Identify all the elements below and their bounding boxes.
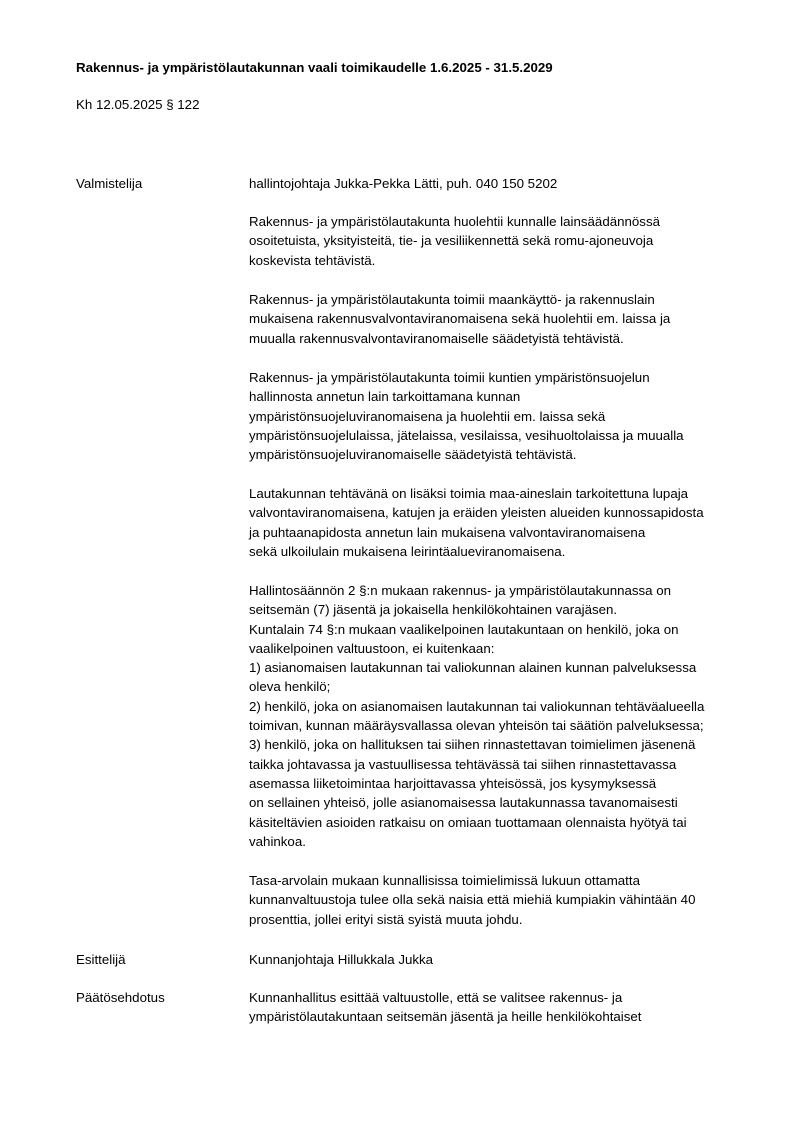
document-title: Rakennus- ja ympäristölautakunnan vaali toimikaudelle 1.6.2025 - 31.5.2029 bbox=[76, 60, 553, 75]
paragraph-2 bbox=[249, 290, 670, 348]
paragraph-line: prosenttia, jollei erityi sistä syistä muuta johdu. bbox=[249, 911, 523, 927]
paragraph-1 bbox=[249, 212, 660, 270]
label-valmistelija: Valmistelija bbox=[76, 176, 143, 191]
label-esittelija: Esittelijä bbox=[76, 952, 126, 967]
paragraph-line: valvontaviranomaisena, katujen ja eräiden yleisten alueiden kunnossapidosta bbox=[249, 505, 704, 521]
paragraph-line: käsiteltävien asioiden ratkaisu on omiaan tuottamaan olennaista hyötyä tai bbox=[249, 814, 687, 830]
paragraph-line: ympäristölautakuntaan seitsemän jäsentä ja heille henkilökohtaiset bbox=[249, 1009, 642, 1025]
paragraph-line: osoitetuista, yksityisteitä, tie- ja vesiliikennettä sekä romu-ajoneuvoja bbox=[249, 233, 654, 249]
valmistelija-value: hallintojohtaja Jukka-Pekka Lätti, puh. 040 150 5202 bbox=[249, 176, 558, 191]
paragraph-line: Kunnanhallitus esittää valtuustolle, että se valitsee rakennus- ja bbox=[249, 990, 623, 1005]
paragraph-line: on sellainen yhteisö, jolle asianomaisessa lautakunnassa tavanomaisesti bbox=[249, 795, 678, 811]
paragraph-4 bbox=[249, 484, 704, 561]
paragraph-line: 3) henkilö, joka on hallituksen tai siihen rinnastettavan toimielimen jäsenenä bbox=[249, 737, 696, 753]
paragraph-line: Rakennus- ja ympäristölautakunta toimii kuntien ympäristönsuojelun bbox=[249, 370, 650, 385]
paragraph-5 bbox=[249, 581, 704, 851]
paragraph-line: oleva henkilö; bbox=[249, 679, 331, 695]
paragraph-line: asemassa liiketoimintaa harjoittavassa yhteisössä, jos kysymyksessä bbox=[249, 775, 657, 791]
paragraph-line: muualla rakennusvalvontaviranomaiselle säädetyistä tehtävistä. bbox=[249, 330, 624, 346]
paragraph-line: seitsemän (7) jäsentä ja jokaisella henkilökohtainen varajäsen. bbox=[249, 602, 618, 618]
paragraph-line: 2) henkilö, joka on asianomaisen lautakunnan tai valiokunnan tehtäväalueella bbox=[249, 698, 705, 714]
paragraph-line: sekä ulkoilulain mukaisena leirintäalueviranomaisena. bbox=[249, 543, 566, 559]
paragraph-6 bbox=[249, 871, 695, 929]
paragraph-line: ympäristönsuojeluviranomaiselle säädetyistä tehtävistä. bbox=[249, 447, 577, 463]
paragraph-line: Rakennus- ja ympäristölautakunta huolehtii kunnalle lainsäädännössä bbox=[249, 214, 660, 229]
label-paatosehdotus: Päätösehdotus bbox=[76, 990, 165, 1005]
paragraph-line: ympäristönsuojelulaissa, jätelaissa, vesilaissa, vesihuoltolaissa ja muualla bbox=[249, 427, 684, 443]
paragraph-line: ympäristönsuojeluviranomaisena ja huolehtii em. laissa sekä bbox=[249, 408, 606, 424]
paragraph-line: hallinnosta annetun lain tarkoittamana kunnan bbox=[249, 389, 521, 405]
paragraph-line: Kuntalain 74 §:n mukaan vaalikelpoinen lautakuntaan on henkilö, joka on bbox=[249, 621, 679, 637]
paragraph-line: toimivan, kunnan määräysvallassa olevan yhteisön tai säätiön palveluksessa; bbox=[249, 718, 704, 734]
paragraph-3 bbox=[249, 368, 684, 464]
paragraph-line: 1) asianomaisen lautakunnan tai valiokunnan alainen kunnan palveluksessa bbox=[249, 660, 697, 676]
paragraph-line: Hallintosäännön 2 §:n mukaan rakennus- ja ympäristölautakunnassa on bbox=[249, 583, 672, 598]
paragraph-line: koskevista tehtävistä. bbox=[249, 252, 376, 268]
paragraph-line: Lautakunnan tehtävänä on lisäksi toimia maa-aineslain tarkoitettuna lupaja bbox=[249, 486, 689, 501]
paragraph-line: vaalikelpoinen valtuustoon, ei kuitenkaan: bbox=[249, 640, 495, 656]
paragraph-line: mukaisena rakennusvalvontaviranomaisena sekä huolehtii em. laissa ja bbox=[249, 311, 671, 327]
paragraph-line: kunnanvaltuustoja tulee olla sekä naisia että miehiä kumpiakin vähintään 40 bbox=[249, 892, 696, 908]
paragraph-line: ja puhtaanapidosta annetun lain mukaisena valvontaviranomaisena bbox=[249, 524, 646, 540]
paragraph-line: Tasa-arvolain mukaan kunnallisissa toimielimissä lukuun ottamatta bbox=[249, 873, 640, 888]
paatosehdotus-text bbox=[249, 988, 642, 1027]
paragraph-line: Rakennus- ja ympäristölautakunta toimii maankäyttö- ja rakennuslain bbox=[249, 292, 655, 307]
paragraph-line: taikka johtavassa ja vastuullisessa tehtävässä tai siihen rinnastettavassa bbox=[249, 756, 677, 772]
esittelija-value: Kunnanjohtaja Hillukkala Jukka bbox=[249, 952, 434, 967]
paragraph-line: vahinkoa. bbox=[249, 833, 306, 849]
meeting-reference: Kh 12.05.2025 § 122 bbox=[76, 97, 200, 112]
